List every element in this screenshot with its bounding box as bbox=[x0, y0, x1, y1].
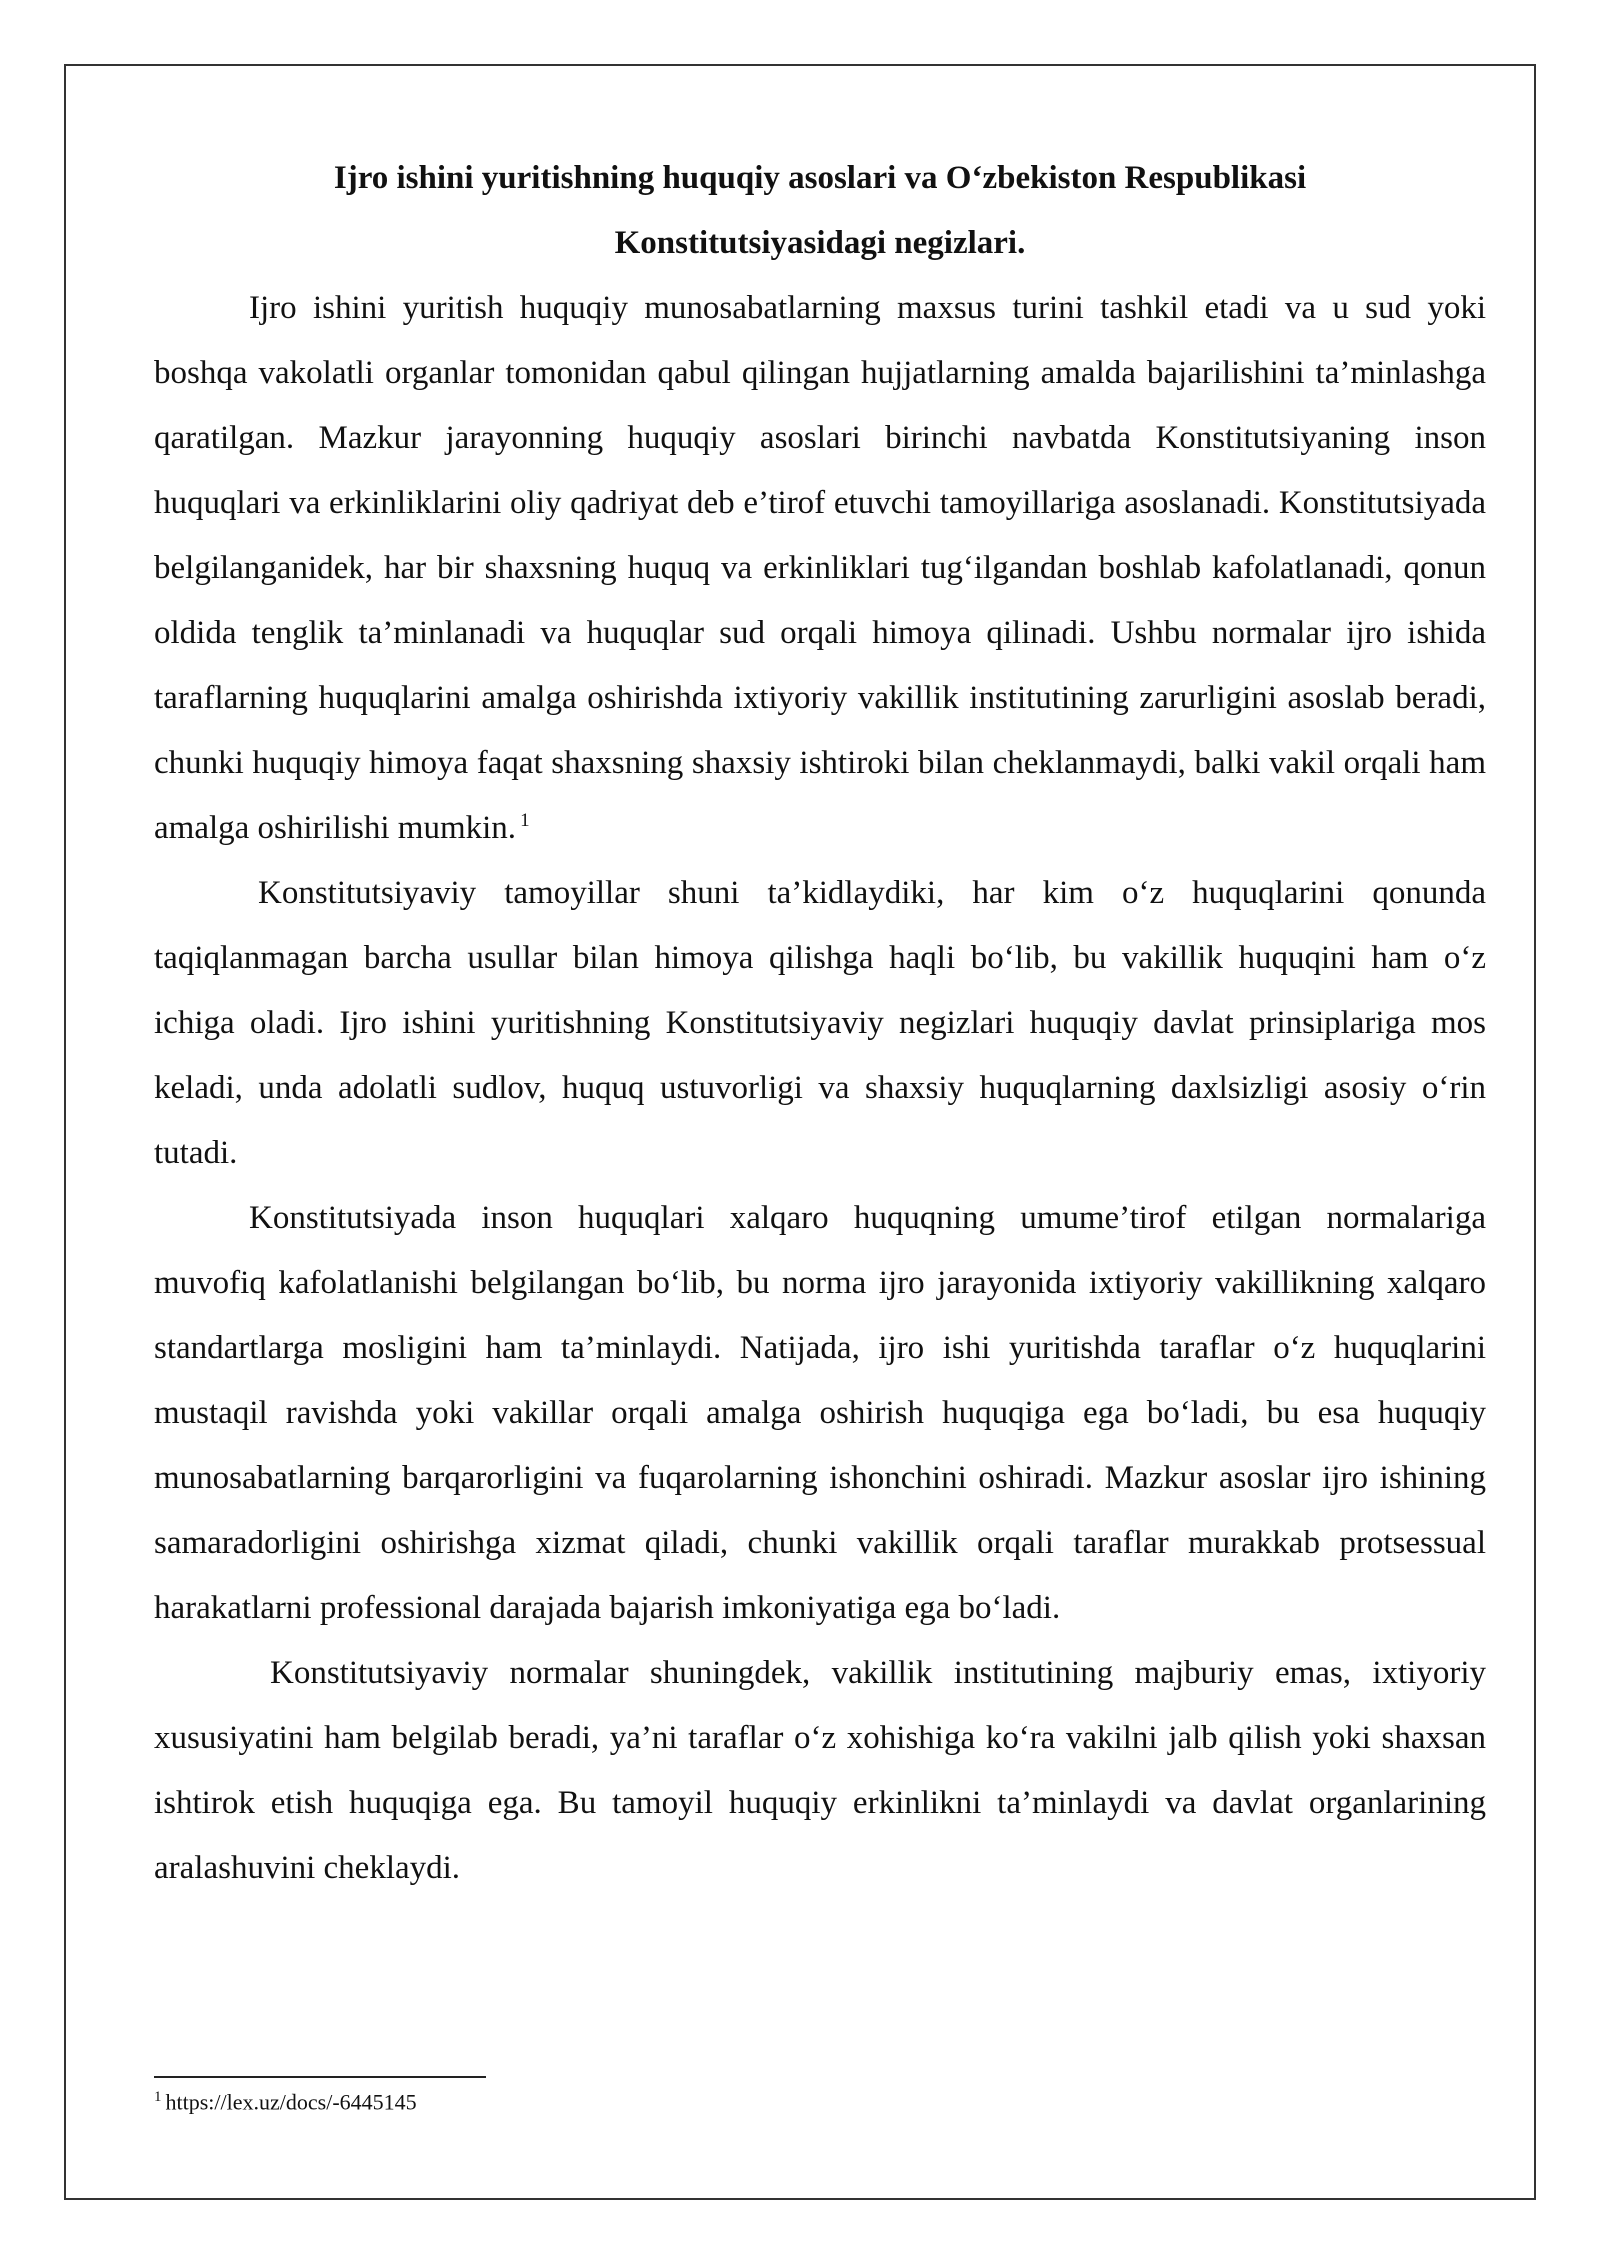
footnote-number: 1 bbox=[154, 2089, 162, 2105]
footnote-link[interactable]: https://lex.uz/docs/-6445145 bbox=[165, 2089, 417, 2115]
title-line-2: Konstitutsiyasidagi negizlari. bbox=[614, 225, 1026, 261]
footnote-reference[interactable]: 1 bbox=[520, 810, 530, 831]
footnote-separator bbox=[154, 2076, 486, 2078]
document-title bbox=[154, 146, 1486, 276]
paragraph-2: Konstitutsiyaviy tamoyillar shuni ta’kidlaydiki, har kim o‘z huquqlarini qonunda taqiqlanmagan barcha usullar bilan himoya qilishga haqli bo‘lib, bu vakillik huquqini ham o‘z ichiga oladi. Ijro ishini yuritishning Konstitutsiyaviy negizlari huquqiy davlat prinsiplariga mos keladi, unda adolatli sudlov, huquq ustuvorligi va shaxsiy huquqlarning daxlsizligi asosiy o‘rin tutadi. bbox=[154, 875, 1486, 1171]
paragraph-1 bbox=[154, 276, 1486, 861]
footnote bbox=[154, 2082, 417, 2117]
paragraph-4: Konstitutsiyaviy normalar shuningdek, vakillik institutining majburiy emas, ixtiyoriy xususiyatini ham belgilab beradi, ya’ni taraflar o‘z xohishiga ko‘ra vakilni jalb qilish yoki shaxsan ishtirok etish huquqiga ega. Bu tamoyil huquqiy erkinlikni ta’minlaydi va davlat organlarining aralashuvini cheklaydi. bbox=[154, 1655, 1486, 1886]
document-body bbox=[154, 146, 1486, 1901]
paragraph-3: Konstitutsiyada inson huquqlari xalqaro huquqning umume’tirof etilgan normalariga muvofiq kafolatlanishi belgilangan bo‘lib, bu norma ijro jarayonida ixtiyoriy vakillikning xalqaro standartlarga mosligini ham ta’minlaydi. Natijada, ijro ishi yuritishda taraflar o‘z huquqlarini mustaqil ravishda yoki vakillar orqali amalga oshirish huquqiga ega bo‘ladi, bu esa huquqiy munosabatlarning barqarorligini va fuqarolarning ishonchini oshiradi. Mazkur asoslar ijro ishining samaradorligini oshirishga xizmat qiladi, chunki vakillik orqali taraflar murakkab protsessual harakatlarni professional darajada bajarish imkoniyatiga ega bo‘ladi. bbox=[154, 1200, 1486, 1626]
paragraph-1-text: Ijro ishini yuritish huquqiy munosabatlarning maxsus turini tashkil etadi va u sud yoki boshqa vakolatli organlar tomonidan qabul qilingan hujjatlarning amalda bajarilishini ta’minlashga qaratilgan. Mazkur jarayonning huquqiy asoslari birinchi navbatda Konstitutsiyaning inson huquqlari va erkinliklarini oliy qadriyat deb e’tirof etuvchi tamoyillariga asoslanadi. Konstitutsiyada belgilanganidek, har bir shaxsning huquq va erkinliklari tug‘ilgandan boshlab kafolatlanadi, qonun oldida tenglik ta’minlanadi va huquqlar sud orqali himoya qilinadi. Ushbu normalar ijro ishida taraflarning huquqlarini amalga oshirishda ixtiyoriy vakillik institutining zarurligini asoslab beradi, chunki huquqiy himoya faqat shaxsning shaxsiy ishtiroki bilan cheklanmaydi, balki vakil orqali ham amalga oshirilishi mumkin. bbox=[154, 290, 1486, 846]
title-line-1: Ijro ishini yuritishning huquqiy asoslari va O‘zbekiston Respublikasi bbox=[333, 160, 1307, 196]
